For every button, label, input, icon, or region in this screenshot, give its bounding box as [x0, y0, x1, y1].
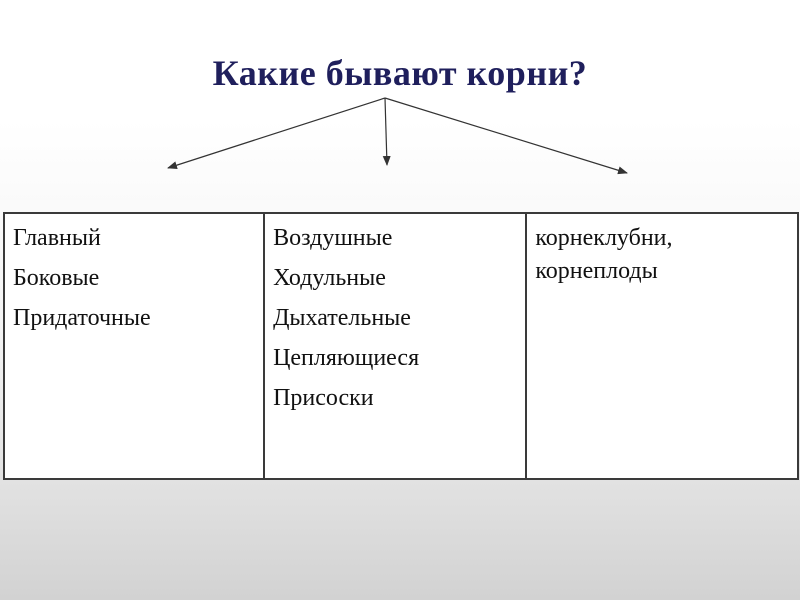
list-item: Придаточные	[13, 305, 151, 331]
arrow-center	[385, 98, 387, 165]
list-item: Воздушные	[273, 225, 393, 251]
root-types-table	[3, 212, 799, 480]
arrows-diagram	[0, 0, 800, 200]
list-item: Цепляющиеся	[273, 345, 420, 371]
table-cell-modified-roots	[264, 213, 526, 479]
list-item: Ходульные	[273, 265, 386, 291]
table-row	[4, 213, 798, 479]
slide-title: Какие бывают корни?	[212, 53, 588, 93]
table-cell-storage-roots	[526, 213, 798, 479]
list-item: Боковые	[13, 265, 100, 291]
list-item: Главный	[13, 225, 101, 251]
table-cell-main-roots	[4, 213, 264, 479]
list-item: корнеплоды	[535, 258, 658, 284]
arrow-left	[168, 98, 385, 168]
arrow-right	[385, 98, 627, 173]
list-item: корнеклубни,	[535, 225, 673, 251]
list-item: Дыхательные	[273, 305, 411, 331]
list-item: Присоски	[273, 385, 374, 411]
